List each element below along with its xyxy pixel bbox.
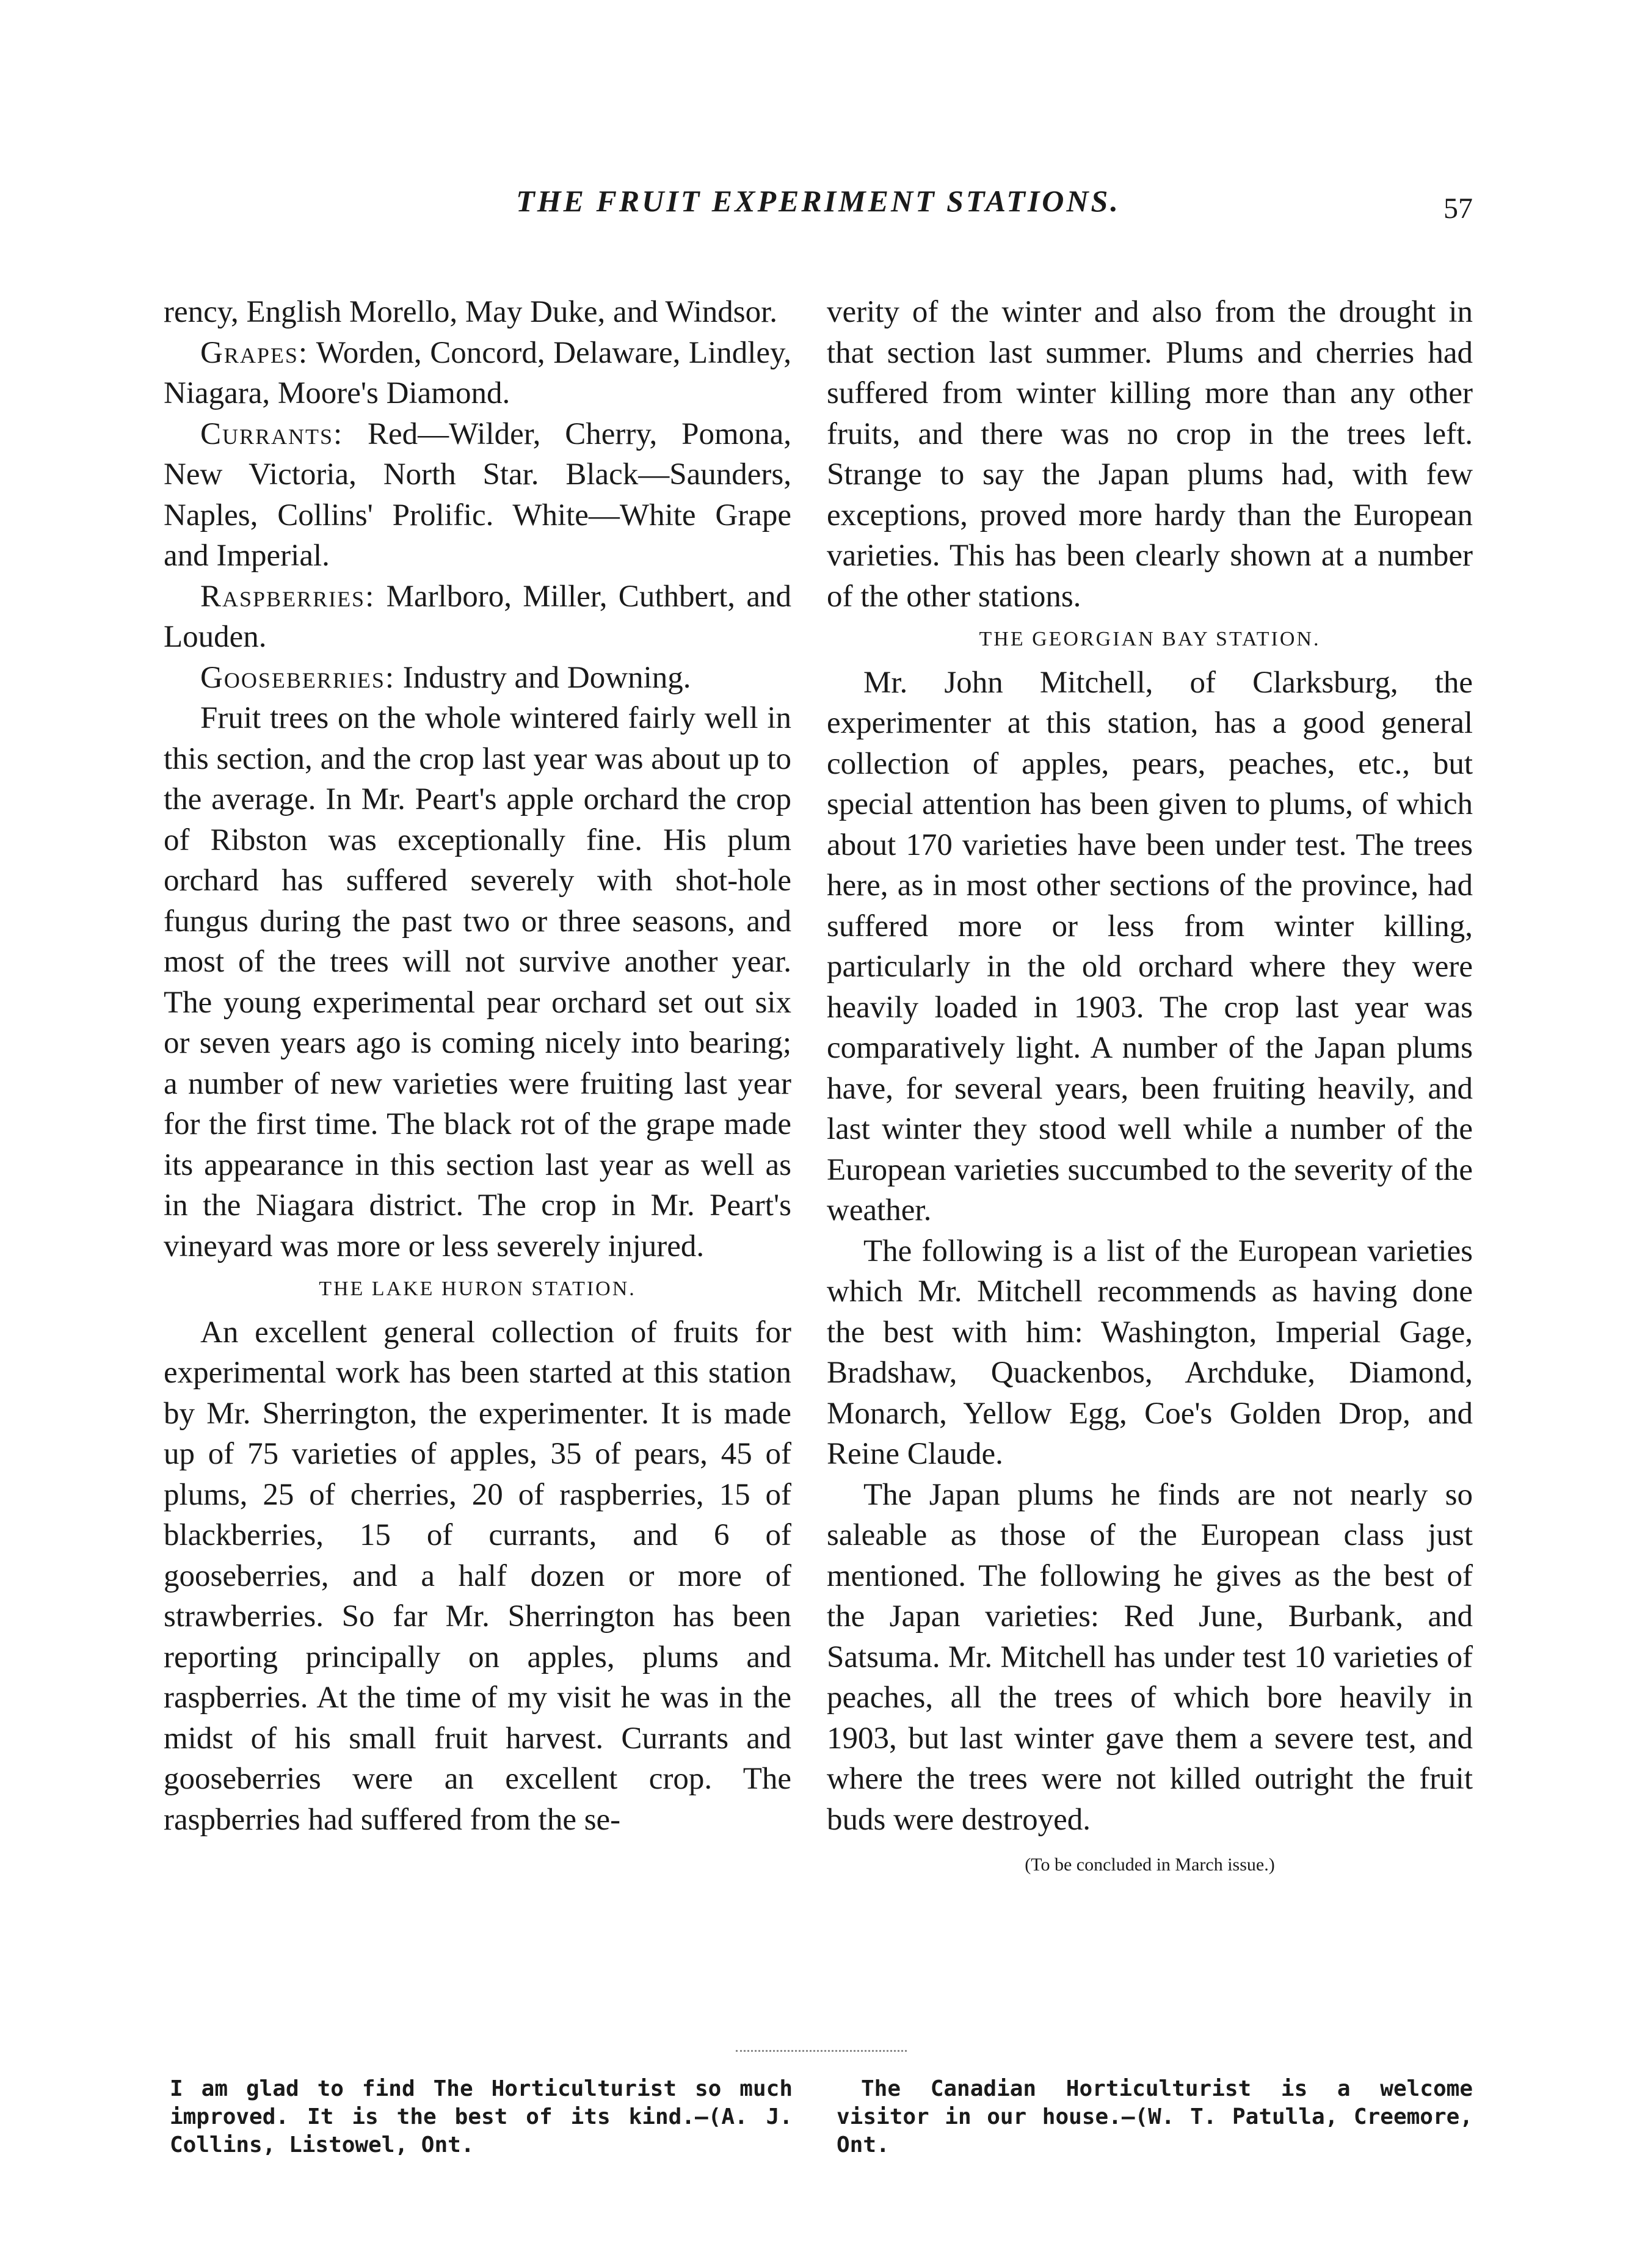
paragraph: An excellent general collection of fruits for experimental work has been started at this station by Mr. Sherrington, the experimenter. It is made up of 75 varieties of apples, 35 of pears, 45 of plums, 25 of cherries, 20 of raspberries, 15 of blackberries, 15 of currants, and 6 of gooseberries, and a half dozen or more of strawberries. So far Mr. Sherrington has been reporting principally on apples, plums and raspberries. At the time of my visit he was in the midst of his small fruit harvest. Currants and gooseberries were an excellent crop. The raspberries had suffered from the se- <box>164 1315 791 1837</box>
section-heading: THE LAKE HURON STATION. <box>319 1278 636 1300</box>
continuation-note: (To be concluded in March issue.) <box>1025 1855 1275 1875</box>
currants-list <box>164 414 791 576</box>
section-heading: THE GEORGIAN BAY STATION. <box>979 628 1321 650</box>
page-header <box>164 183 1473 232</box>
left-column <box>164 292 791 1840</box>
text: Worden, Concord, Delaware, Lindley, Niagara, Moore's Diamond. <box>164 335 791 410</box>
right-column <box>827 292 1473 1886</box>
text: Red—Wilder, Cherry, Pomona, New Victoria, North Star. Black—Saunders, Naples, Collins' Prolific. White—White Grape and Imperial. <box>164 416 791 573</box>
text: Industry and Downing. <box>395 660 691 695</box>
gooseberries-list <box>164 658 791 699</box>
paragraph: verity of the winter and also from the drought in that section last summer. Plums and cherries had suffered from winter killing more than any other fruits, and there was no crop in the trees left. Strange to say the Japan plums had, with few exceptions, proved more hardy than the European varieties. This has been clearly shown at a number of the other stations. <box>827 295 1473 614</box>
running-title: THE FRUIT EXPERIMENT STATIONS. <box>516 184 1120 218</box>
paragraph: Fruit trees on the whole wintered fairly well in this section, and the crop last year was about up to the average. In Mr. Peart's apple orchard the crop of Ribston was exceptionally fine. His plum orchard has suffered severely with shot-hole fungus during the past two or three seasons, and most of the trees will not survive another year. The young experimental pear orchard set out six or seven years ago is coming nicely into bearing; a number of new varieties were fruiting last year for the first time. The black rot of the grape made its appearance in this section last year as well as in the Niagara district. The crop in Mr. Peart's vineyard was more or less severely injured. <box>164 701 791 1263</box>
text: Marlboro, Miller, Cuthbert, and Louden. <box>164 579 791 654</box>
footnote-right: The Canadian Horticulturist is a welcome visitor in our house.—(W. T. Patulla, Creemore, Ont. <box>837 2076 1473 2157</box>
divider <box>736 2050 907 2052</box>
page-number: 57 <box>1443 192 1473 225</box>
label: Currants: <box>200 416 344 451</box>
label: Raspberries: <box>200 579 376 614</box>
raspberries-list <box>164 576 791 658</box>
paragraph: The Japan plums he finds are not nearly so saleable as those of the European class just mentioned. The following he gives as the best of the Japan varieties: Red June, Burbank, and Satsuma. Mr. Mitchell has under test 10 varieties of peaches, all the trees of which bore heavily in 1903, but last winter gave them a severe test, and where the trees were not killed outright the fruit buds were destroyed. <box>827 1477 1473 1837</box>
label: Grapes: <box>200 335 309 370</box>
paragraph: Mr. John Mitchell, of Clarksburg, the experimenter at this station, has a good general collection of apples, pears, peaches, etc., but special attention has been given to plums, of which about 170 varieties have been under test. The trees here, as in most other sections of the province, had suffered more or less from winter killing, particularly in the old orchard where they were heavily loaded in 1903. The crop last year was comparatively light. A number of the Japan plums have, for several years, been fruiting heavily, and last winter they stood well while a number of the European varieties succumbed to the severity of the weather. <box>827 665 1473 1227</box>
label: Gooseberries: <box>200 660 396 695</box>
grapes-list <box>164 333 791 414</box>
paragraph: rency, English Morello, May Duke, and Windsor. <box>164 295 778 329</box>
paragraph: The following is a list of the European varieties which Mr. Mitchell recommends as having done the best with him: Washington, Imperial Gage, Bradshaw, Quackenbos, Archduke, Diamond, Monarch, Yellow Egg, Coe's Golden Drop, and Reine Claude. <box>827 1234 1473 1471</box>
footnote-left: I am glad to find The Horticulturist so much improved. It is the best of its kind.—(A. J. Collins, Listowel, Ont. <box>170 2076 793 2157</box>
